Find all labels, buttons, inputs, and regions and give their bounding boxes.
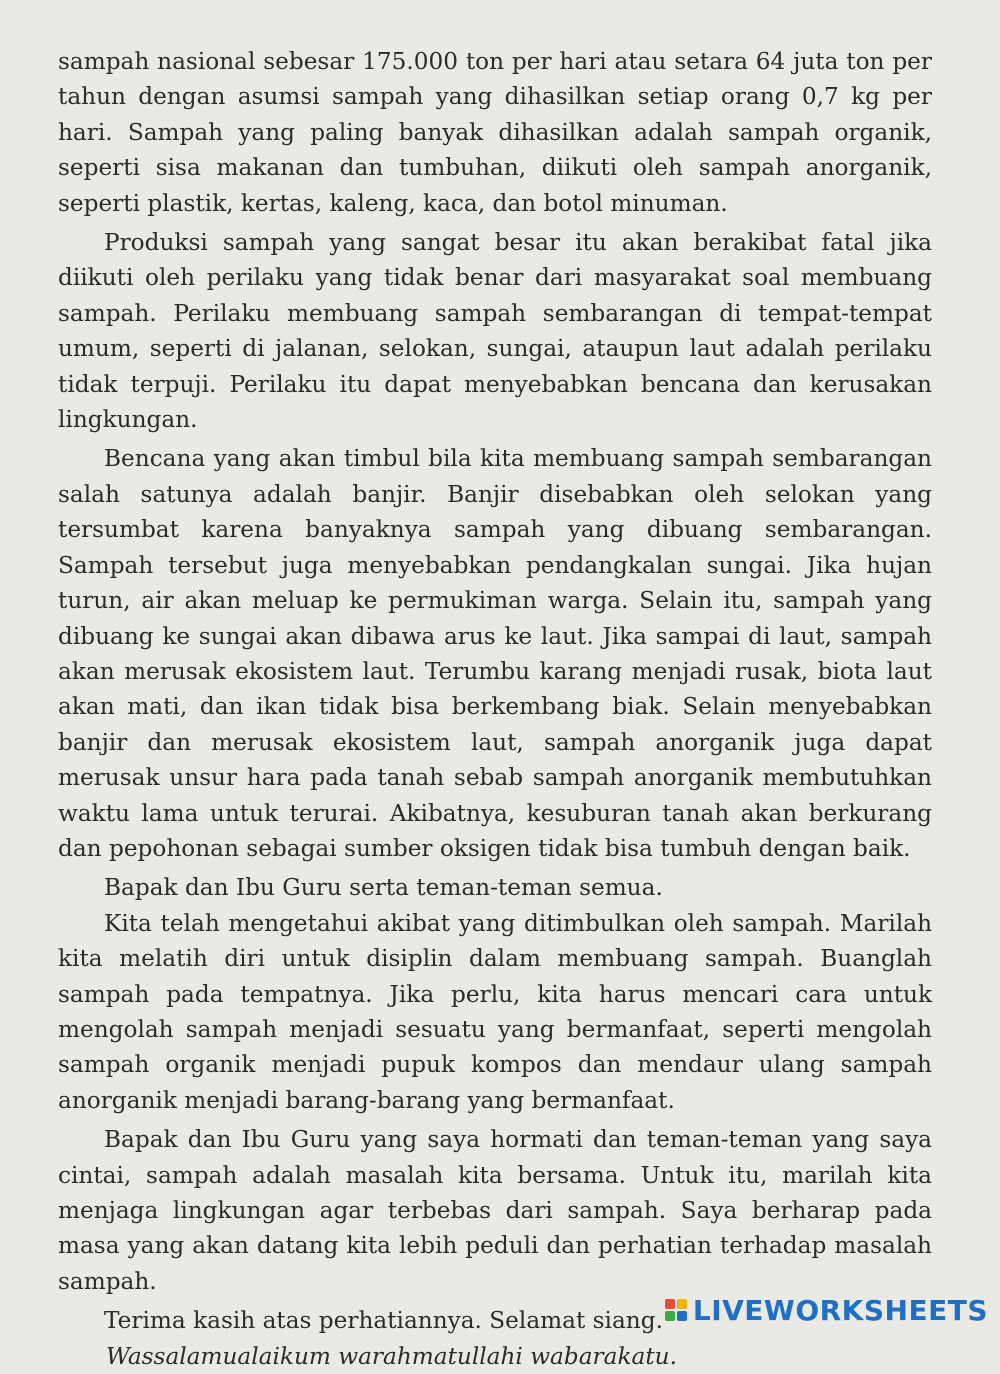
liveworksheets-logo-icon (665, 1299, 687, 1321)
paragraph-closing-salutation: Wassalamualaikum warahmatullahi wabarakatu. (106, 1342, 677, 1370)
paragraph-thanks: Terima kasih atas perhatiannya. Selamat siang. (104, 1307, 663, 1335)
liveworksheets-logo-text: LIVEWORKSHEETS (692, 1293, 988, 1327)
paragraph-disaster-effects: Bencana yang akan timbul bila kita membuang sampah sembarangan salah satunya adalah banjir. Banjir disebabkan oleh selokan yang tersumbat karena banyaknya sampah yang dibuang sembarangan. Sampah tersebut juga menyebabkan pendangkalan sungai. Jika hujan turun, air akan meluap ke permukiman warga. Selain itu, sampah yang dibuang ke sungai akan dibawa arus ke laut. Jika sampai di laut, sampah akan merusak ekosistem laut. Terumbu karang menjadi rusak, biota laut akan mati, dan ikan tidak bisa berkembang biak. Selain menyebabkan banjir dan merusak ekosistem laut, sampah anorganik juga dapat merusak unsur hara pada tanah sebab sampah anorganik membutuhkan waktu lama untuk terurai. Akibatnya, kesuburan tanah akan berkurang dan pepohonan sebagai sumber oksigen tidak bisa tumbuh dengan baik. (58, 445, 932, 862)
document-body (58, 44, 932, 1374)
paragraph-call-to-action: Kita telah mengetahui akibat yang ditimbulkan oleh sampah. Marilah kita melatih diri untuk disiplin dalam membuang sampah. Buanglah sampah pada tempatnya. Jika perlu, kita harus mencari cara untuk mengolah sampah menjadi sesuatu yang bermanfaat, seperti mengolah sampah organik menjadi pupuk kompos dan mendaur ulang sampah anorganik menjadi barang-barang yang bermanfaat. (58, 909, 932, 1114)
paragraph-greeting: Bapak dan Ibu Guru serta teman-teman semua. (104, 874, 663, 902)
paragraph-waste-statistics: sampah nasional sebesar 175.000 ton per hari atau setara 64 juta ton per tahun dengan asumsi sampah yang dihasilkan setiap orang 0,7 kg per hari. Sampah yang paling banyak dihasilkan adalah sampah organik, seperti sisa makanan dan tumbuhan, diikuti oleh sampah anorganik, seperti plastik, kertas, kaleng, kaca, dan botol minuman. (58, 48, 932, 217)
paragraph-waste-behavior: Produksi sampah yang sangat besar itu akan berakibat fatal jika diikuti oleh perilaku yang tidak benar dari masyarakat soal membuang sampah. Perilaku membuang sampah sembarangan di tempat-tempat umum, seperti di jalanan, selokan, sungai, ataupun laut adalah perilaku tidak terpuji. Perilaku itu dapat menyebabkan bencana dan kerusakan lingkungan. (58, 229, 932, 434)
paragraph-closing-appeal: Bapak dan Ibu Guru yang saya hormati dan teman-teman yang saya cintai, sampah adalah masalah kita bersama. Untuk itu, marilah kita menjaga lingkungan agar terbebas dari sampah. Saya berharap pada masa yang akan datang kita lebih peduli dan perhatian terhadap masalah sampah. (58, 1126, 932, 1295)
liveworksheets-watermark[interactable] (665, 1292, 988, 1328)
